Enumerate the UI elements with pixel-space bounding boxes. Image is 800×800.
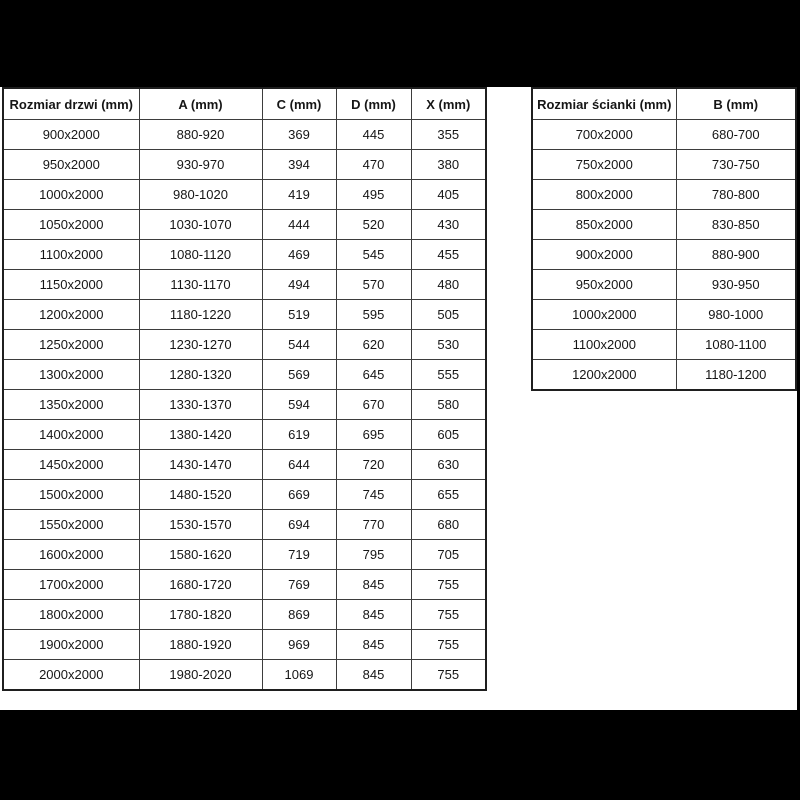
table-cell: 950x2000 <box>3 150 139 180</box>
table-row <box>532 180 796 210</box>
content-area <box>0 87 797 710</box>
table-cell: 1200x2000 <box>3 300 139 330</box>
table-cell: 469 <box>262 240 336 270</box>
table-cell: 495 <box>336 180 411 210</box>
table-cell: 1000x2000 <box>532 300 676 330</box>
table-cell: 544 <box>262 330 336 360</box>
table-cell: 680 <box>411 510 486 540</box>
table-row <box>3 660 486 691</box>
table-cell: 1250x2000 <box>3 330 139 360</box>
table-row <box>3 330 486 360</box>
table-row <box>3 480 486 510</box>
header-cell: X (mm) <box>411 88 486 120</box>
table-cell: 1100x2000 <box>532 330 676 360</box>
table-cell: 1180-1220 <box>139 300 262 330</box>
header-cell: D (mm) <box>336 88 411 120</box>
table-cell: 505 <box>411 300 486 330</box>
table-cell: 455 <box>411 240 486 270</box>
table-cell: 594 <box>262 390 336 420</box>
table-cell: 900x2000 <box>532 240 676 270</box>
table-cell: 569 <box>262 360 336 390</box>
table-cell: 555 <box>411 360 486 390</box>
table-cell: 705 <box>411 540 486 570</box>
table-cell: 1330-1370 <box>139 390 262 420</box>
table-row <box>3 270 486 300</box>
table-cell: 755 <box>411 630 486 660</box>
table-cell: 830-850 <box>676 210 796 240</box>
table-cell: 845 <box>336 660 411 691</box>
table-row <box>3 180 486 210</box>
table-row <box>532 120 796 150</box>
table-cell: 630 <box>411 450 486 480</box>
table-cell: 644 <box>262 450 336 480</box>
table-cell: 950x2000 <box>532 270 676 300</box>
table-row <box>3 510 486 540</box>
table-cell: 1600x2000 <box>3 540 139 570</box>
table-cell: 1069 <box>262 660 336 691</box>
table-cell: 655 <box>411 480 486 510</box>
table-cell: 1980-2020 <box>139 660 262 691</box>
table-cell: 770 <box>336 510 411 540</box>
table-cell: 645 <box>336 360 411 390</box>
table-cell: 755 <box>411 570 486 600</box>
table-cell: 1030-1070 <box>139 210 262 240</box>
table-cell: 720 <box>336 450 411 480</box>
table-cell: 1080-1100 <box>676 330 796 360</box>
table-cell: 619 <box>262 420 336 450</box>
table-cell: 1400x2000 <box>3 420 139 450</box>
table-cell: 1050x2000 <box>3 210 139 240</box>
table-cell: 380 <box>411 150 486 180</box>
doors-table-body <box>3 120 486 691</box>
table-cell: 1550x2000 <box>3 510 139 540</box>
table-cell: 494 <box>262 270 336 300</box>
table-cell: 1000x2000 <box>3 180 139 210</box>
table-cell: 755 <box>411 660 486 691</box>
table-cell: 1430-1470 <box>139 450 262 480</box>
table-cell: 520 <box>336 210 411 240</box>
table-row <box>532 360 796 391</box>
table-cell: 845 <box>336 600 411 630</box>
table-cell: 369 <box>262 120 336 150</box>
table-cell: 1500x2000 <box>3 480 139 510</box>
table-cell: 980-1000 <box>676 300 796 330</box>
table-cell: 620 <box>336 330 411 360</box>
header-cell: A (mm) <box>139 88 262 120</box>
table-cell: 1080-1120 <box>139 240 262 270</box>
table-cell: 1800x2000 <box>3 600 139 630</box>
table-row <box>532 240 796 270</box>
table-cell: 530 <box>411 330 486 360</box>
table-row <box>3 600 486 630</box>
table-cell: 845 <box>336 570 411 600</box>
table-cell: 1680-1720 <box>139 570 262 600</box>
table-cell: 700x2000 <box>532 120 676 150</box>
table-cell: 1530-1570 <box>139 510 262 540</box>
table-cell: 845 <box>336 630 411 660</box>
table-cell: 519 <box>262 300 336 330</box>
table-row <box>3 570 486 600</box>
table-cell: 869 <box>262 600 336 630</box>
table-cell: 880-900 <box>676 240 796 270</box>
table-cell: 570 <box>336 270 411 300</box>
table-cell: 780-800 <box>676 180 796 210</box>
table-row <box>532 150 796 180</box>
table-cell: 694 <box>262 510 336 540</box>
table-cell: 1450x2000 <box>3 450 139 480</box>
table-cell: 419 <box>262 180 336 210</box>
table-cell: 800x2000 <box>532 180 676 210</box>
table-cell: 750x2000 <box>532 150 676 180</box>
doors-size-table <box>2 87 487 691</box>
table-cell: 430 <box>411 210 486 240</box>
table-cell: 394 <box>262 150 336 180</box>
table-cell: 1100x2000 <box>3 240 139 270</box>
table-cell: 1230-1270 <box>139 330 262 360</box>
table-row <box>3 390 486 420</box>
table-cell: 730-750 <box>676 150 796 180</box>
table-cell: 980-1020 <box>139 180 262 210</box>
table-cell: 680-700 <box>676 120 796 150</box>
table-cell: 1350x2000 <box>3 390 139 420</box>
table-row <box>3 300 486 330</box>
table-cell: 1580-1620 <box>139 540 262 570</box>
table-cell: 405 <box>411 180 486 210</box>
header-cell: Rozmiar drzwi (mm) <box>3 88 139 120</box>
table-row <box>3 360 486 390</box>
table-cell: 605 <box>411 420 486 450</box>
table-row <box>532 270 796 300</box>
table-cell: 1900x2000 <box>3 630 139 660</box>
table-cell: 2000x2000 <box>3 660 139 691</box>
table-row <box>532 300 796 330</box>
table-row <box>532 210 796 240</box>
table-cell: 1150x2000 <box>3 270 139 300</box>
table-cell: 595 <box>336 300 411 330</box>
header-cell: Rozmiar ścianki (mm) <box>532 88 676 120</box>
table-cell: 1200x2000 <box>532 360 676 391</box>
table-row <box>3 120 486 150</box>
table-row <box>3 630 486 660</box>
header-cell: B (mm) <box>676 88 796 120</box>
table-cell: 470 <box>336 150 411 180</box>
table-cell: 1780-1820 <box>139 600 262 630</box>
table-row <box>3 210 486 240</box>
table-cell: 695 <box>336 420 411 450</box>
table-row <box>3 150 486 180</box>
walls-size-table <box>531 87 797 391</box>
table-cell: 1130-1170 <box>139 270 262 300</box>
table-cell: 719 <box>262 540 336 570</box>
table-cell: 480 <box>411 270 486 300</box>
table-cell: 900x2000 <box>3 120 139 150</box>
table-cell: 795 <box>336 540 411 570</box>
table-cell: 1700x2000 <box>3 570 139 600</box>
walls-header-row <box>532 88 796 120</box>
table-cell: 880-920 <box>139 120 262 150</box>
table-cell: 1280-1320 <box>139 360 262 390</box>
table-row <box>3 240 486 270</box>
table-row <box>3 540 486 570</box>
doors-header-row <box>3 88 486 120</box>
table-cell: 1300x2000 <box>3 360 139 390</box>
table-cell: 355 <box>411 120 486 150</box>
table-cell: 1180-1200 <box>676 360 796 391</box>
table-cell: 930-970 <box>139 150 262 180</box>
table-cell: 930-950 <box>676 270 796 300</box>
table-cell: 580 <box>411 390 486 420</box>
table-cell: 669 <box>262 480 336 510</box>
table-cell: 769 <box>262 570 336 600</box>
table-cell: 670 <box>336 390 411 420</box>
table-cell: 850x2000 <box>532 210 676 240</box>
table-cell: 1480-1520 <box>139 480 262 510</box>
table-cell: 745 <box>336 480 411 510</box>
walls-table-body <box>532 120 796 391</box>
table-row <box>532 330 796 360</box>
table-row <box>3 450 486 480</box>
table-cell: 444 <box>262 210 336 240</box>
table-cell: 1880-1920 <box>139 630 262 660</box>
table-cell: 1380-1420 <box>139 420 262 450</box>
table-cell: 969 <box>262 630 336 660</box>
table-cell: 545 <box>336 240 411 270</box>
table-cell: 445 <box>336 120 411 150</box>
table-cell: 755 <box>411 600 486 630</box>
table-row <box>3 420 486 450</box>
header-cell: C (mm) <box>262 88 336 120</box>
